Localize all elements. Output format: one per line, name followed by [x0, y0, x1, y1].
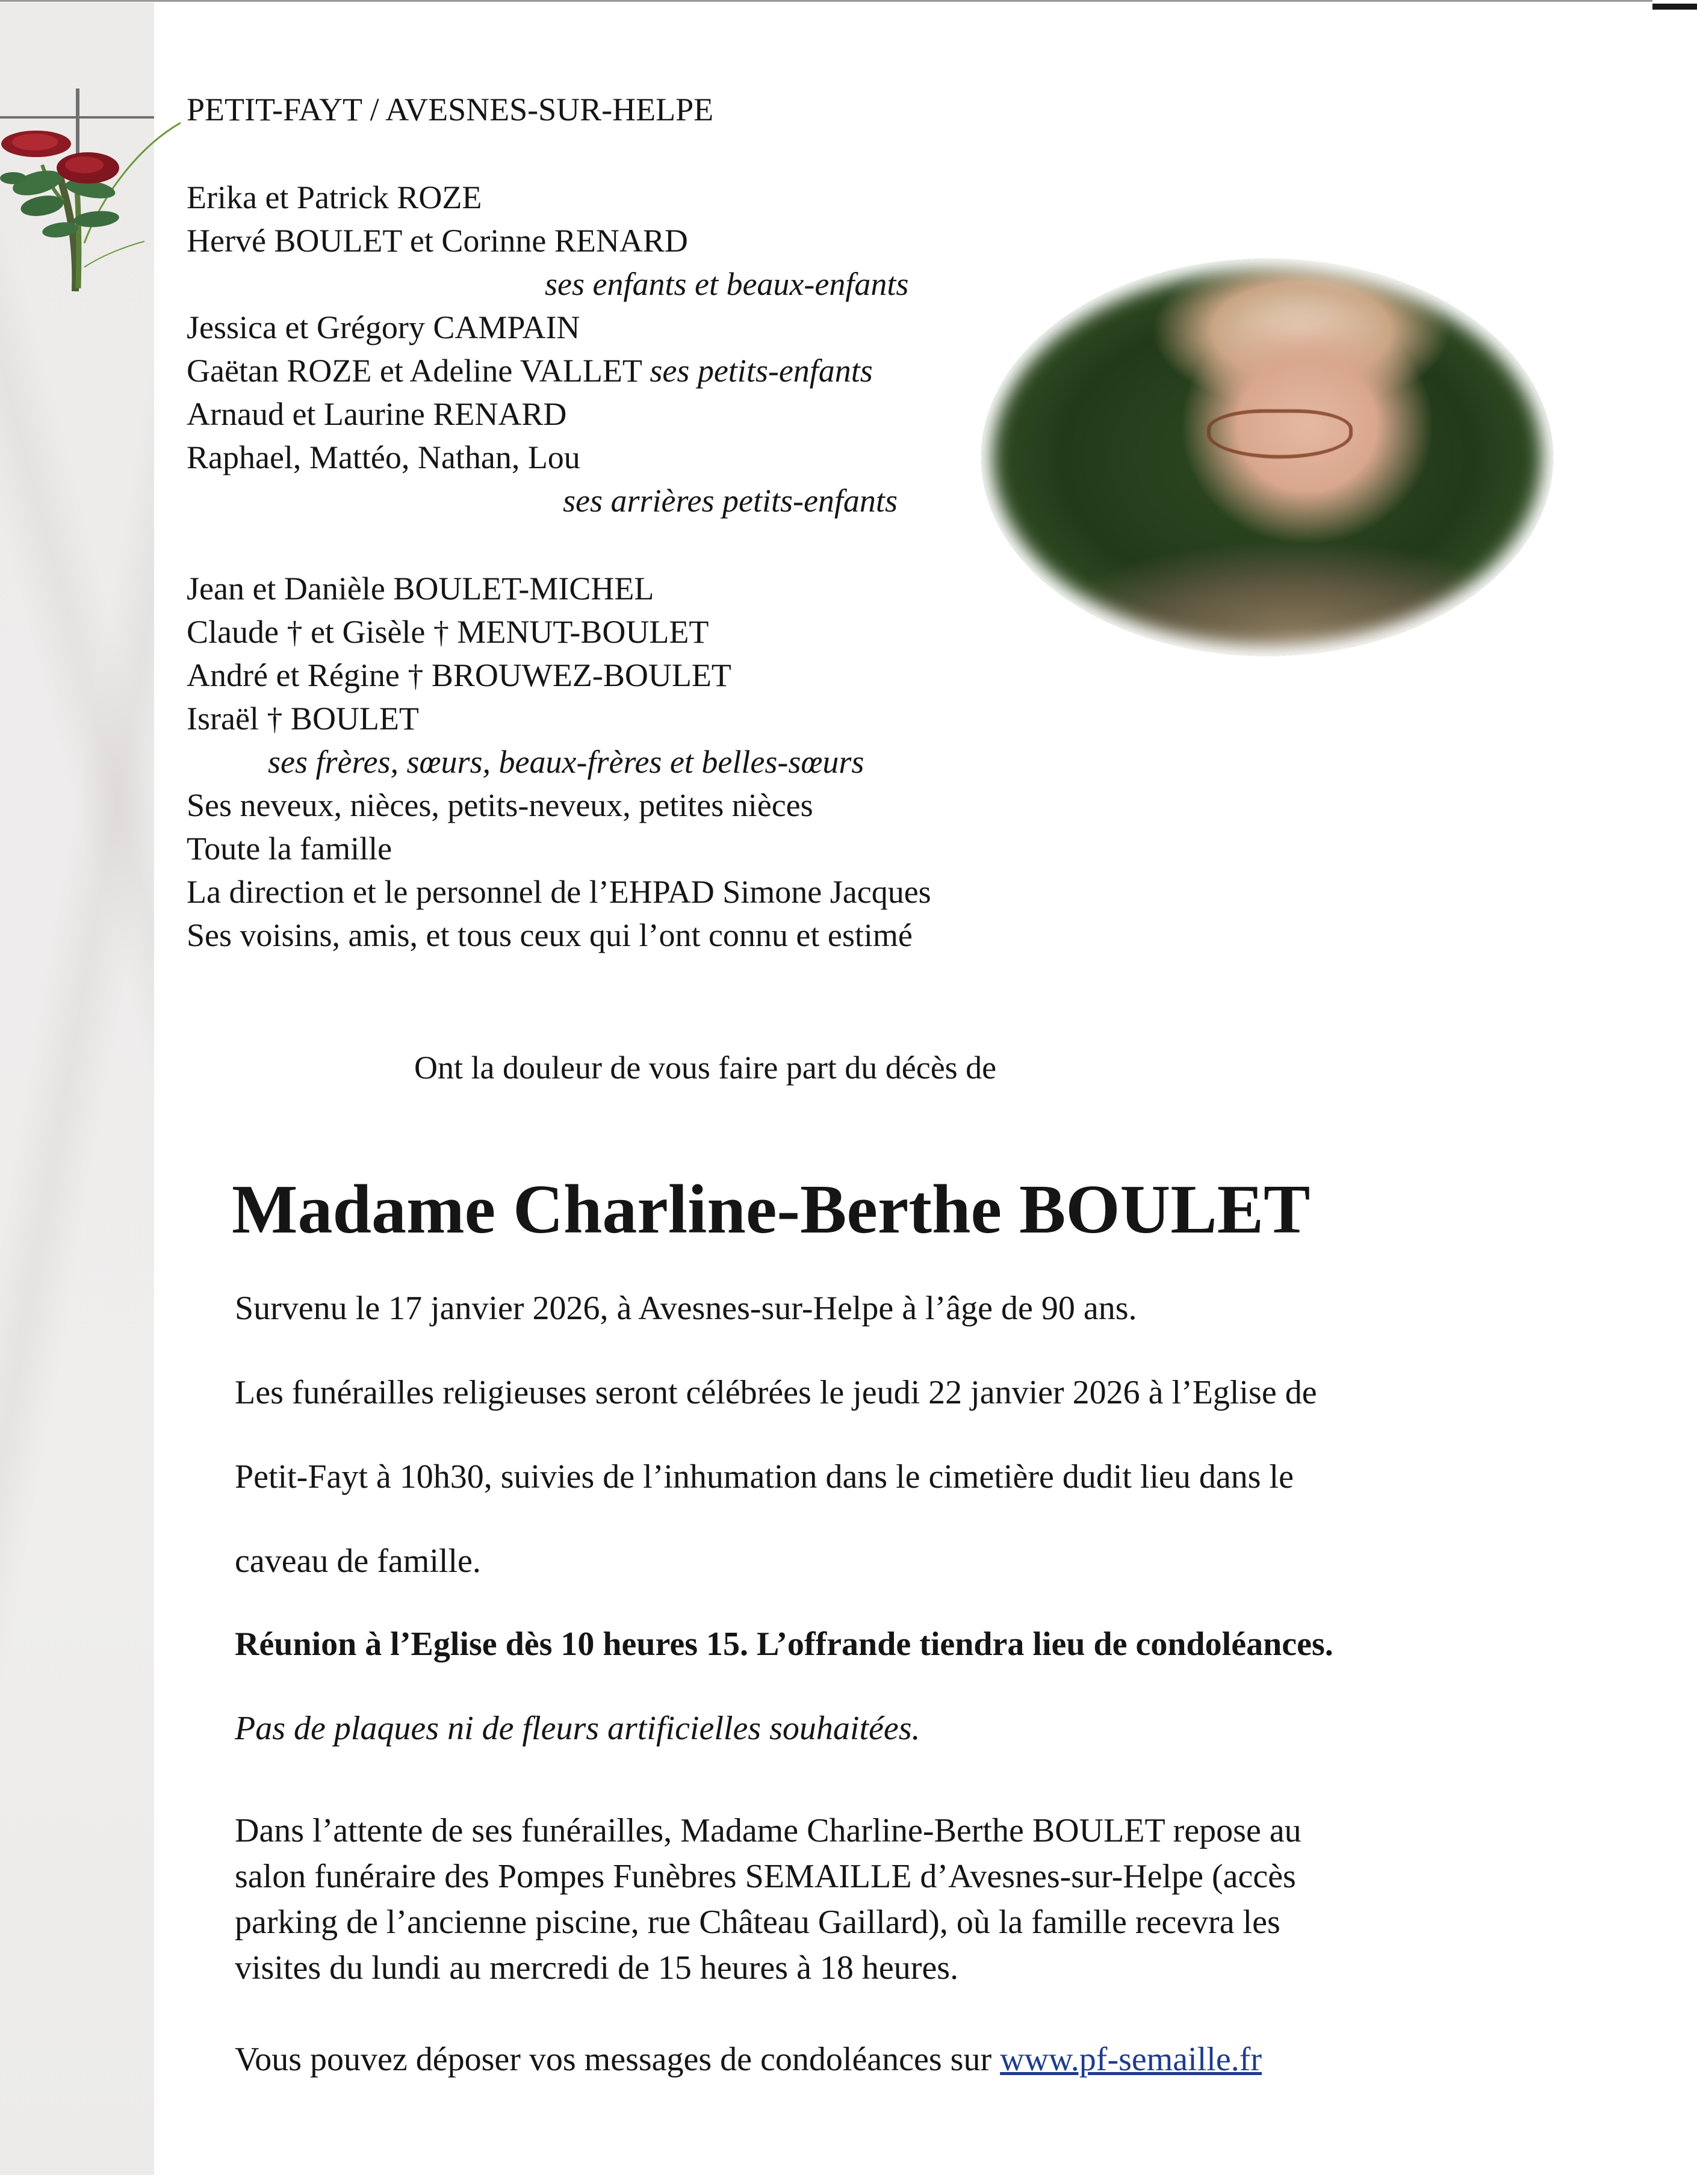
dagger-icon: †	[267, 702, 283, 737]
sibling-name: Israël	[187, 701, 259, 737]
portrait-photo	[981, 259, 1553, 656]
sibling-line	[187, 610, 709, 655]
sibling-name: Claude	[187, 614, 279, 650]
dagger-icon: †	[408, 659, 424, 693]
funeral-line: Petit-Fayt à 10h30, suivies de l’inhumation dans le cimetière dudit lieu dans le	[235, 1458, 1294, 1496]
funeral-line: caveau de famille.	[235, 1542, 481, 1580]
family-line: Raphael, Mattéo, Nathan, Lou	[187, 439, 580, 475]
condolences-text: Vous pouvez déposer vos messages de condoléances sur	[235, 2041, 992, 2078]
rose-leaf	[0, 172, 26, 184]
funeral-line: Les funérailles religieuses seront célébrées le jeudi 22 janvier 2026 à l’Eglise de	[235, 1374, 1317, 1411]
others-line: La direction et le personnel de l’EHPAD Simone Jacques	[187, 874, 931, 910]
visit-line: Dans l’attente de ses funérailles, Madame Charline-Berthe BOULET repose au	[235, 1812, 1301, 1849]
others-line: Toute la famille	[187, 831, 392, 867]
siblings-caption: ses frères, sœurs, beaux-frères et belles-sœurs	[268, 744, 864, 780]
grass-blade-lower	[84, 241, 144, 267]
family-line: Arnaud et Laurine RENARD	[187, 396, 567, 432]
sibling-line	[187, 697, 419, 741]
rose-stem-second	[77, 189, 79, 288]
visit-line: visites du lundi au mercredi de 15 heures à 18 heures.	[235, 1949, 959, 1987]
cross-horizontal-bar	[0, 116, 154, 119]
portrait-glasses-detail	[1207, 409, 1353, 459]
dagger-icon: †	[433, 616, 449, 650]
sibling-surname: MENUT-BOULET	[457, 614, 709, 650]
top-border-line	[0, 0, 1652, 2]
family-role-caption: ses arrières petits-enfants	[563, 483, 898, 519]
death-info: Survenu le 17 janvier 2026, à Avesnes-sur-Helpe à l’âge de 90 ans.	[235, 1290, 1137, 1327]
deceased-name: Madame Charline-Berthe BOULET	[232, 1171, 1311, 1248]
no-plaques-note: Pas de plaques ni de fleurs artificielles souhaitées.	[235, 1710, 920, 1747]
sibling-surname: BOULET	[290, 701, 419, 737]
rose-bloom-upper-highlight	[12, 134, 58, 150]
dagger-icon: †	[287, 616, 303, 650]
rose-bloom-lower-highlight	[65, 156, 104, 173]
family-role-caption: ses enfants et beaux-enfants	[545, 266, 909, 302]
announcement-text: Ont la douleur de vous faire part du décès de	[414, 1050, 997, 1086]
condolences-link[interactable]: www.pf-semaille.fr	[1000, 2041, 1262, 2078]
decorative-side-strip	[0, 2, 154, 2175]
sibling-line: Jean et Danièle BOULET-MICHEL	[187, 571, 654, 607]
family-line	[187, 349, 873, 392]
family-role-caption: ses petits-enfants	[650, 353, 873, 389]
visit-line: parking de l’ancienne piscine, rue Château Gaillard), où la famille recevra les	[235, 1904, 1280, 1941]
sibling-surname: BROUWEZ-BOULET	[431, 657, 731, 693]
scan-corner-mark	[1652, 4, 1697, 10]
sibling-name: et Gisèle	[310, 614, 426, 650]
sibling-line	[187, 654, 731, 698]
location-heading: PETIT-FAYT / AVESNES-SUR-HELPE	[187, 91, 714, 128]
family-line: Erika et Patrick ROZE	[187, 179, 482, 215]
family-names: Gaëtan ROZE et Adeline VALLET	[187, 353, 642, 389]
cross-with-roses-icon	[0, 2, 181, 845]
family-line: Hervé BOULET et Corinne RENARD	[187, 223, 688, 259]
meeting-note: Réunion à l’Eglise dès 10 heures 15. L’offrande tiendra lieu de condoléances.	[235, 1626, 1333, 1663]
condolences-line	[235, 2037, 1262, 2082]
family-line: Jessica et Grégory CAMPAIN	[187, 309, 580, 345]
others-line: Ses neveux, nièces, petits-neveux, petites nièces	[187, 787, 813, 823]
others-line: Ses voisins, amis, et tous ceux qui l’ont connu et estimé	[187, 917, 913, 953]
sibling-name: André et Régine	[187, 657, 400, 693]
visit-line: salon funéraire des Pompes Funèbres SEMAILLE d’Avesnes-sur-Helpe (accès	[235, 1858, 1296, 1895]
